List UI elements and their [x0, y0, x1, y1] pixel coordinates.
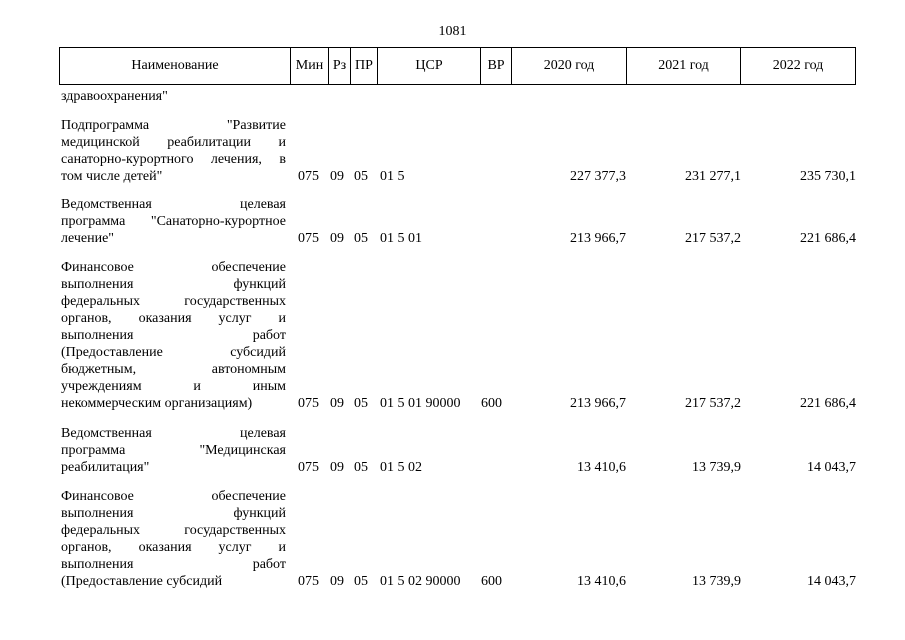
cell-pr: 05	[354, 574, 368, 589]
cell-vr: 600	[481, 574, 502, 589]
cell-rz: 09	[330, 169, 344, 184]
row-name-line: Ведомственная целевая	[61, 197, 286, 212]
row-name-line: некоммерческим организациям)	[61, 396, 253, 411]
cell-min: 075	[298, 231, 319, 246]
row-name-line: том числе детей"	[61, 169, 163, 184]
row-name-line: программа "Санаторно-курортное	[61, 214, 286, 229]
cell-min: 075	[298, 169, 319, 184]
cell-csr: 01 5 01 90000	[380, 396, 461, 411]
cell-y2020: 213 966,7	[570, 396, 626, 411]
cell-vr: 600	[481, 396, 502, 411]
cell-pr: 05	[354, 169, 368, 184]
header-2022: 2022 год	[772, 58, 824, 73]
cell-y2021: 13 739,9	[692, 460, 741, 475]
cell-y2021: 231 277,1	[685, 169, 741, 184]
cell-csr: 01 5 02	[380, 460, 422, 475]
cell-min: 075	[298, 460, 319, 475]
cell-pr: 05	[354, 460, 368, 475]
row-name-line: выполнения работ	[61, 557, 286, 572]
cell-y2020: 13 410,6	[577, 460, 626, 475]
row-name-line: органов, оказания услуг и	[61, 311, 286, 326]
cell-y2020: 213 966,7	[570, 231, 626, 246]
cell-y2022: 221 686,4	[800, 231, 856, 246]
row-name-line: медицинской реабилитации и	[61, 135, 286, 150]
row-name-line: федеральных государственных	[61, 523, 286, 538]
header-2020: 2020 год	[512, 48, 627, 84]
cell-y2022: 221 686,4	[800, 396, 856, 411]
cell-csr: 01 5 02 90000	[380, 574, 461, 589]
row-name-line: (Предоставление субсидий	[61, 574, 223, 589]
cell-y2020: 227 377,3	[570, 169, 626, 184]
row-name-line: Ведомственная целевая	[61, 426, 286, 441]
table-header	[59, 47, 856, 85]
cell-y2021: 217 537,2	[685, 231, 741, 246]
header-csr: ЦСР	[378, 48, 481, 84]
cell-y2021: 13 739,9	[692, 574, 741, 589]
cell-y2020: 13 410,6	[577, 574, 626, 589]
page-number: 1081	[438, 24, 467, 39]
cell-min: 075	[298, 396, 319, 411]
cell-rz: 09	[330, 574, 344, 589]
row-name-line: Подпрограмма "Развитие	[61, 118, 286, 133]
row-name-line: бюджетным, автономным	[61, 362, 286, 377]
header-pr: ПР	[351, 48, 378, 84]
row-name-line: лечение"	[61, 231, 115, 246]
row-name-line: программа "Медицинская	[61, 443, 286, 458]
continuation-text: здравоохранения"	[61, 89, 168, 104]
row-name-line: санаторно-курортного лечения, в	[61, 152, 286, 167]
row-name-line: учреждениям и иным	[61, 379, 286, 394]
cell-y2022: 235 730,1	[800, 169, 856, 184]
cell-rz: 09	[330, 396, 344, 411]
row-name-line: выполнения функций	[61, 506, 286, 521]
cell-min: 075	[298, 574, 319, 589]
cell-y2022: 14 043,7	[807, 460, 856, 475]
header-vr: ВР	[481, 48, 512, 84]
row-name-line: выполнения функций	[61, 277, 286, 292]
row-name-line: Финансовое обеспечение	[61, 260, 286, 275]
row-name-line: федеральных государственных	[61, 294, 286, 309]
cell-rz: 09	[330, 231, 344, 246]
row-name-line: Финансовое обеспечение	[61, 489, 286, 504]
row-name-line: реабилитация"	[61, 460, 150, 475]
row-name-line: выполнения работ	[61, 328, 286, 343]
cell-rz: 09	[330, 460, 344, 475]
header-rz: Рз	[329, 48, 351, 84]
cell-csr: 01 5	[380, 169, 405, 184]
cell-y2021: 217 537,2	[685, 396, 741, 411]
row-name-line: органов, оказания услуг и	[61, 540, 286, 555]
header-name: Наименование	[60, 48, 291, 84]
row-name-line: (Предоставление субсидий	[61, 345, 286, 360]
header-2021: 2021 год	[627, 48, 741, 84]
cell-y2022: 14 043,7	[807, 574, 856, 589]
cell-pr: 05	[354, 396, 368, 411]
cell-csr: 01 5 01	[380, 231, 422, 246]
header-min: Мин	[291, 48, 329, 84]
cell-pr: 05	[354, 231, 368, 246]
